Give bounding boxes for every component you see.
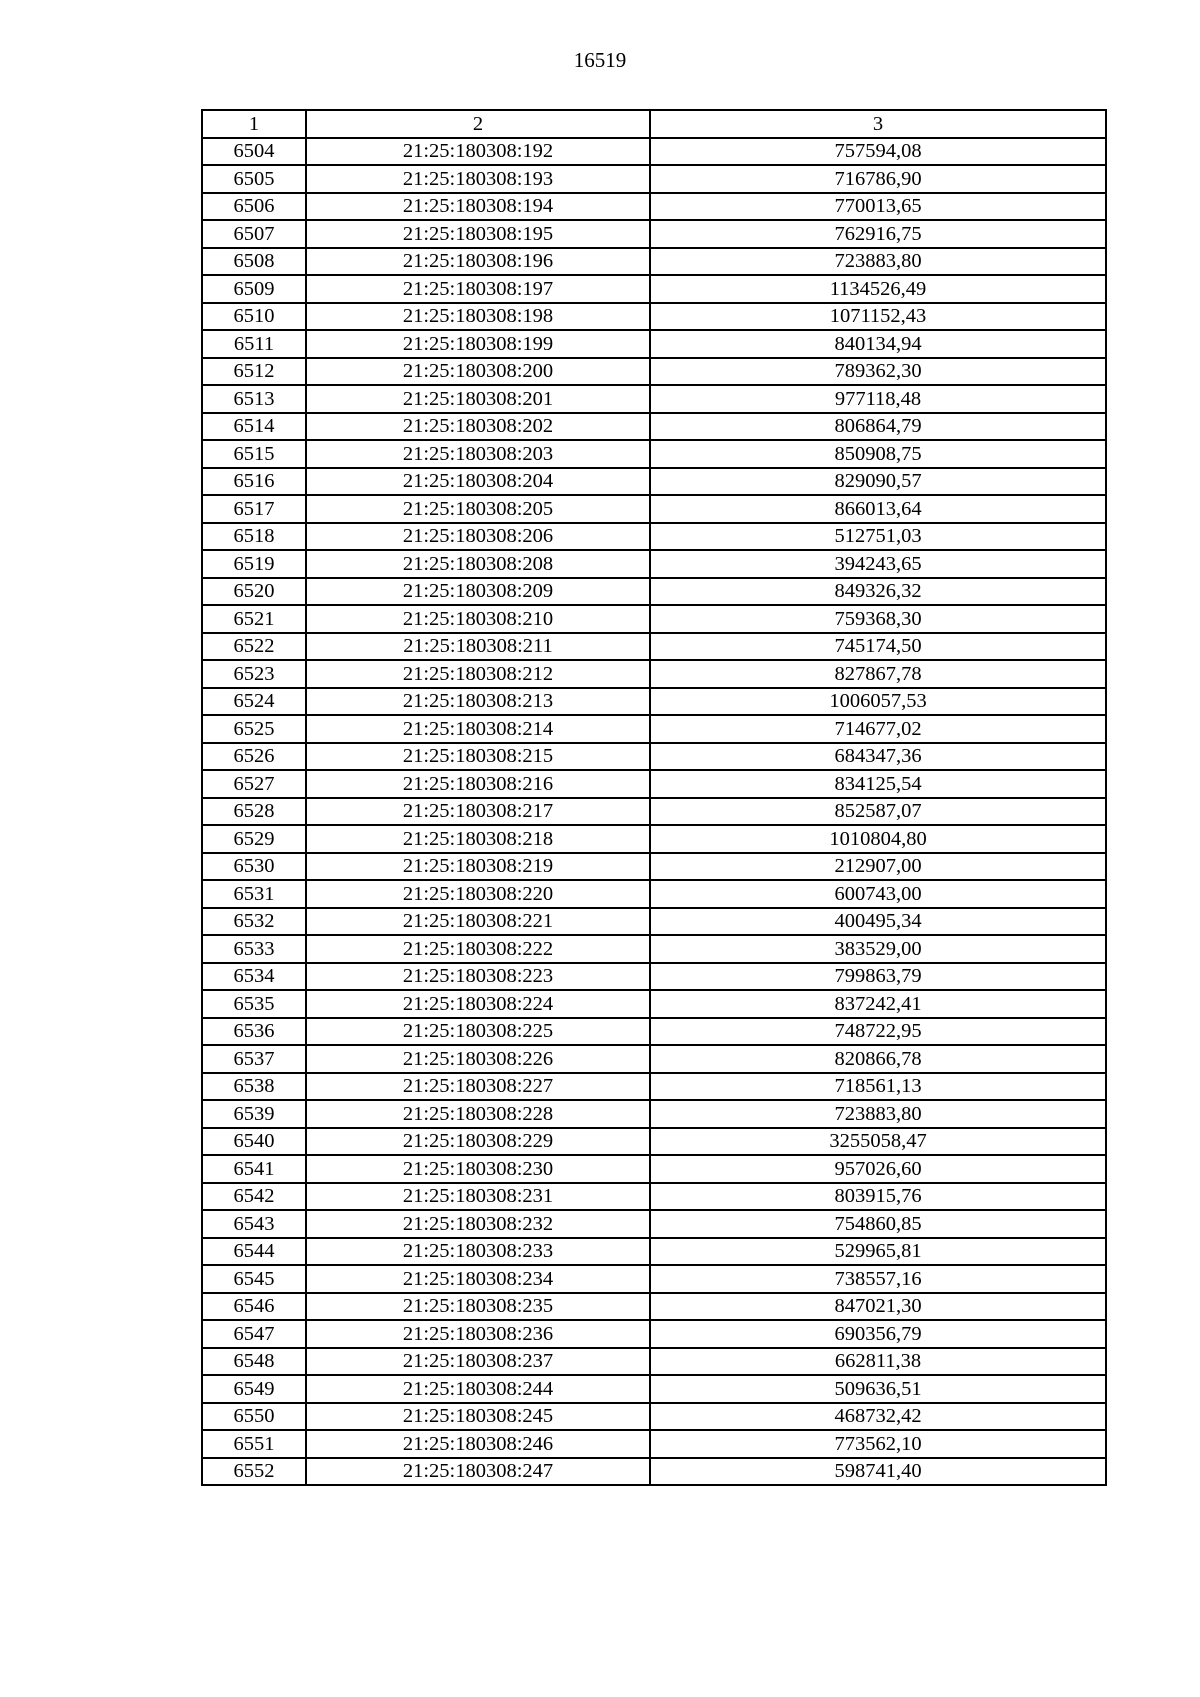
table-body [202,138,1106,1486]
cadastral-number-cell: 21:25:180308:222 [306,935,650,963]
value-cell: 799863,79 [650,963,1106,991]
value-cell: 400495,34 [650,908,1106,936]
row-number-cell: 6517 [202,495,306,523]
cadastral-number-cell: 21:25:180308:198 [306,303,650,331]
cadastral-number-cell: 21:25:180308:237 [306,1348,650,1376]
cadastral-number-cell: 21:25:180308:192 [306,138,650,166]
row-number-cell: 6538 [202,1073,306,1101]
table-row [202,1375,1106,1403]
value-cell: 394243,65 [650,550,1106,578]
table-row [202,715,1106,743]
row-number-cell: 6510 [202,303,306,331]
row-number-cell: 6525 [202,715,306,743]
value-cell: 3255058,47 [650,1128,1106,1156]
value-cell: 718561,13 [650,1073,1106,1101]
value-cell: 977118,48 [650,385,1106,413]
cadastral-number-cell: 21:25:180308:226 [306,1045,650,1073]
row-number-cell: 6523 [202,660,306,688]
value-cell: 738557,16 [650,1265,1106,1293]
row-number-cell: 6507 [202,220,306,248]
row-number-cell: 6545 [202,1265,306,1293]
row-number-cell: 6508 [202,248,306,276]
value-cell: 866013,64 [650,495,1106,523]
table-row [202,770,1106,798]
cadastral-number-cell: 21:25:180308:217 [306,798,650,826]
table-row [202,743,1106,771]
cadastral-number-cell: 21:25:180308:197 [306,275,650,303]
cadastral-number-cell: 21:25:180308:210 [306,605,650,633]
cadastral-number-cell: 21:25:180308:233 [306,1238,650,1266]
cadastral-number-cell: 21:25:180308:201 [306,385,650,413]
value-cell: 806864,79 [650,413,1106,441]
row-number-cell: 6547 [202,1320,306,1348]
value-cell: 762916,75 [650,220,1106,248]
row-number-cell: 6518 [202,523,306,551]
row-number-cell: 6526 [202,743,306,771]
table-row [202,1128,1106,1156]
table-row [202,358,1106,386]
row-number-cell: 6537 [202,1045,306,1073]
cadastral-number-cell: 21:25:180308:203 [306,440,650,468]
cadastral-number-cell: 21:25:180308:223 [306,963,650,991]
row-number-cell: 6528 [202,798,306,826]
cadastral-number-cell: 21:25:180308:246 [306,1430,650,1458]
row-number-cell: 6551 [202,1430,306,1458]
cadastral-number-cell: 21:25:180308:247 [306,1458,650,1486]
table-row [202,193,1106,221]
table-row [202,1018,1106,1046]
value-cell: 748722,95 [650,1018,1106,1046]
value-cell: 512751,03 [650,523,1106,551]
cadastral-number-cell: 21:25:180308:195 [306,220,650,248]
cadastral-number-cell: 21:25:180308:224 [306,990,650,1018]
cadastral-number-cell: 21:25:180308:212 [306,660,650,688]
table-row [202,1403,1106,1431]
cadastral-number-cell: 21:25:180308:193 [306,165,650,193]
row-number-cell: 6524 [202,688,306,716]
value-cell: 1071152,43 [650,303,1106,331]
cadastral-number-cell: 21:25:180308:200 [306,358,650,386]
row-number-cell: 6536 [202,1018,306,1046]
table-row [202,1293,1106,1321]
value-cell: 850908,75 [650,440,1106,468]
cadastral-number-cell: 21:25:180308:218 [306,825,650,853]
value-cell: 212907,00 [650,853,1106,881]
value-cell: 723883,80 [650,248,1106,276]
cadastral-number-cell: 21:25:180308:194 [306,193,650,221]
cadastral-number-cell: 21:25:180308:205 [306,495,650,523]
value-cell: 662811,38 [650,1348,1106,1376]
row-number-cell: 6506 [202,193,306,221]
table-row [202,1183,1106,1211]
table-row [202,990,1106,1018]
header-cell-1: 1 [202,110,306,138]
table-row [202,660,1106,688]
table-row [202,1320,1106,1348]
cadastral-number-cell: 21:25:180308:225 [306,1018,650,1046]
table-row [202,385,1106,413]
row-number-cell: 6535 [202,990,306,1018]
table-row [202,1430,1106,1458]
row-number-cell: 6548 [202,1348,306,1376]
table-row [202,165,1106,193]
cadastral-number-cell: 21:25:180308:219 [306,853,650,881]
cadastral-number-cell: 21:25:180308:232 [306,1210,650,1238]
cadastral-number-cell: 21:25:180308:211 [306,633,650,661]
cadastral-number-cell: 21:25:180308:221 [306,908,650,936]
value-cell: 1010804,80 [650,825,1106,853]
table-row [202,798,1106,826]
cadastral-number-cell: 21:25:180308:209 [306,578,650,606]
table-row [202,1348,1106,1376]
value-cell: 509636,51 [650,1375,1106,1403]
row-number-cell: 6542 [202,1183,306,1211]
value-cell: 600743,00 [650,880,1106,908]
table-row [202,468,1106,496]
table-row [202,1238,1106,1266]
row-number-cell: 6552 [202,1458,306,1486]
value-cell: 1134526,49 [650,275,1106,303]
cadastral-number-cell: 21:25:180308:199 [306,330,650,358]
table-row [202,523,1106,551]
value-cell: 754860,85 [650,1210,1106,1238]
table-header [202,110,1106,138]
row-number-cell: 6512 [202,358,306,386]
table-row [202,220,1106,248]
row-number-cell: 6521 [202,605,306,633]
table-row [202,1458,1106,1486]
cadastral-number-cell: 21:25:180308:228 [306,1100,650,1128]
row-number-cell: 6529 [202,825,306,853]
table-row [202,138,1106,166]
table-row [202,330,1106,358]
table-row [202,880,1106,908]
header-cell-3: 3 [650,110,1106,138]
value-cell: 789362,30 [650,358,1106,386]
cadastral-number-cell: 21:25:180308:208 [306,550,650,578]
cadastral-number-cell: 21:25:180308:227 [306,1073,650,1101]
cadastral-value-table [201,109,1107,1486]
cadastral-number-cell: 21:25:180308:196 [306,248,650,276]
value-cell: 827867,78 [650,660,1106,688]
row-number-cell: 6515 [202,440,306,468]
value-cell: 773562,10 [650,1430,1106,1458]
table-row [202,413,1106,441]
row-number-cell: 6519 [202,550,306,578]
row-number-cell: 6527 [202,770,306,798]
value-cell: 847021,30 [650,1293,1106,1321]
table-row [202,935,1106,963]
value-cell: 829090,57 [650,468,1106,496]
value-cell: 803915,76 [650,1183,1106,1211]
cadastral-number-cell: 21:25:180308:204 [306,468,650,496]
row-number-cell: 6543 [202,1210,306,1238]
value-cell: 1006057,53 [650,688,1106,716]
cadastral-number-cell: 21:25:180308:213 [306,688,650,716]
cadastral-number-cell: 21:25:180308:230 [306,1155,650,1183]
row-number-cell: 6544 [202,1238,306,1266]
cadastral-number-cell: 21:25:180308:244 [306,1375,650,1403]
table-row [202,550,1106,578]
cadastral-number-cell: 21:25:180308:215 [306,743,650,771]
table-row [202,1100,1106,1128]
row-number-cell: 6522 [202,633,306,661]
value-cell: 834125,54 [650,770,1106,798]
row-number-cell: 6509 [202,275,306,303]
table-row [202,440,1106,468]
value-cell: 684347,36 [650,743,1106,771]
value-cell: 714677,02 [650,715,1106,743]
table-row [202,275,1106,303]
row-number-cell: 6511 [202,330,306,358]
value-cell: 690356,79 [650,1320,1106,1348]
row-number-cell: 6532 [202,908,306,936]
cadastral-number-cell: 21:25:180308:245 [306,1403,650,1431]
table-row [202,825,1106,853]
value-cell: 723883,80 [650,1100,1106,1128]
value-cell: 837242,41 [650,990,1106,1018]
cadastral-number-cell: 21:25:180308:231 [306,1183,650,1211]
value-cell: 957026,60 [650,1155,1106,1183]
table-row [202,1210,1106,1238]
table-row [202,578,1106,606]
cadastral-number-cell: 21:25:180308:206 [306,523,650,551]
table-row [202,1155,1106,1183]
row-number-cell: 6533 [202,935,306,963]
row-number-cell: 6534 [202,963,306,991]
table-row [202,303,1106,331]
value-cell: 849326,32 [650,578,1106,606]
page-number: 16519 [573,48,627,72]
value-cell: 716786,90 [650,165,1106,193]
value-cell: 468732,42 [650,1403,1106,1431]
table-row [202,1265,1106,1293]
cadastral-number-cell: 21:25:180308:236 [306,1320,650,1348]
row-number-cell: 6541 [202,1155,306,1183]
value-cell: 840134,94 [650,330,1106,358]
header-row [202,110,1106,138]
header-cell-2: 2 [306,110,650,138]
row-number-cell: 6540 [202,1128,306,1156]
row-number-cell: 6504 [202,138,306,166]
value-cell: 820866,78 [650,1045,1106,1073]
table-row [202,495,1106,523]
table-row [202,1045,1106,1073]
table-row [202,908,1106,936]
table-row [202,688,1106,716]
value-cell: 770013,65 [650,193,1106,221]
value-cell: 598741,40 [650,1458,1106,1486]
row-number-cell: 6513 [202,385,306,413]
row-number-cell: 6520 [202,578,306,606]
value-cell: 383529,00 [650,935,1106,963]
table-row [202,1073,1106,1101]
row-number-cell: 6549 [202,1375,306,1403]
table-row [202,963,1106,991]
table-row [202,248,1106,276]
value-cell: 852587,07 [650,798,1106,826]
cadastral-number-cell: 21:25:180308:216 [306,770,650,798]
value-cell: 757594,08 [650,138,1106,166]
value-cell: 759368,30 [650,605,1106,633]
row-number-cell: 6550 [202,1403,306,1431]
cadastral-number-cell: 21:25:180308:235 [306,1293,650,1321]
value-cell: 745174,50 [650,633,1106,661]
cadastral-number-cell: 21:25:180308:220 [306,880,650,908]
row-number-cell: 6539 [202,1100,306,1128]
row-number-cell: 6546 [202,1293,306,1321]
row-number-cell: 6531 [202,880,306,908]
table-row [202,605,1106,633]
table-row [202,853,1106,881]
cadastral-number-cell: 21:25:180308:229 [306,1128,650,1156]
value-cell: 529965,81 [650,1238,1106,1266]
row-number-cell: 6530 [202,853,306,881]
cadastral-number-cell: 21:25:180308:234 [306,1265,650,1293]
cadastral-number-cell: 21:25:180308:214 [306,715,650,743]
row-number-cell: 6516 [202,468,306,496]
row-number-cell: 6514 [202,413,306,441]
table-row [202,633,1106,661]
row-number-cell: 6505 [202,165,306,193]
cadastral-number-cell: 21:25:180308:202 [306,413,650,441]
